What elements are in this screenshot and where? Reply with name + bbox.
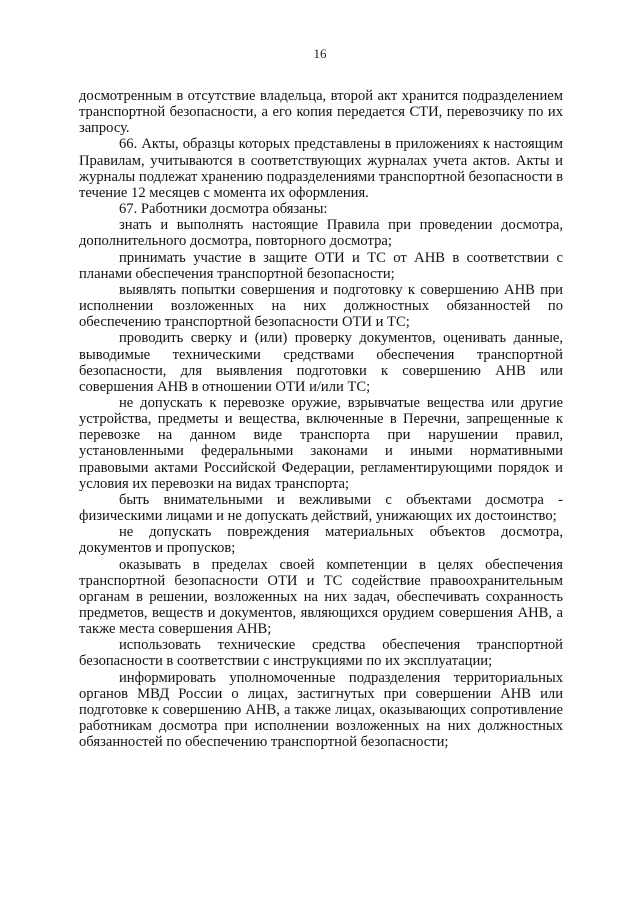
paragraph-continuation: досмотренным в отсутствие владельца, второй акт хранится подразделением транспортной безопасности, а его копия передается СТИ, перевозчику по их запросу. [79,88,563,137]
duty-use-technical-means: использовать технические средства обеспечения транспортной безопасности в соответствии с инструкциями по их эксплуатации; [79,637,563,670]
duty-assist-law-enforcement: оказывать в пределах своей компетенции в целях обеспечения транспортной безопасности ОТИ и ТС содействие правоохранительным органам в решении, возложенных на них задач, обеспечивать сохранность предметов, веществ и документов, являющихся орудием совершения АНВ, а также места совершения АНВ; [79,556,563,638]
page-number: 16 [313,46,327,61]
duty-check-documents: проводить сверку и (или) проверку документов, оценивать данные, выводимые техническими средствами обеспечения транспортной безопасности, для выявления подготовки к совершению АНВ или совершения АНВ в отношении ОТИ и/или ТС; [79,330,563,395]
paragraph-67-heading: 67. Работники досмотра обязаны: [119,201,328,218]
document-body [79,88,563,750]
duty-inform-mvd: информировать уполномоченные подразделения территориальных органов МВД России о лицах, застигнутых при совершении АНВ или подготовке к совершению АНВ, а также лицах, оказывающих сопротивление работникам досмотра при исполнении возложенных на них должностных обязанностей по обеспечению транспортной безопасности; [79,669,563,751]
duty-detect-attempts: выявлять попытки совершения и подготовку к совершению АНВ при исполнении возложенных на них должностных обязанностей по обеспечению транспортной безопасности ОТИ и ТС; [79,281,563,331]
duty-no-damage: не допускать повреждения материальных объектов досмотра, документов и пропусков; [79,524,563,557]
paragraph-66: 66. Акты, образцы которых представлены в приложениях к настоящим Правилам, учитываются в соответствующих журналах учета актов. Акты и журналы подлежат хранению подразделениями транспортной безопасности в течение 12 месяцев с момента их оформления. [79,136,563,201]
duty-participate-protection: принимать участие в защите ОТИ и ТС от АНВ в соответствии с планами обеспечения транспортной безопасности; [79,249,563,282]
duty-prevent-weapons: не допускать к перевозке оружие, взрывчатые вещества или другие устройства, предметы и вещества, включенные в Перечни, запрещенные к перевозке на данном виде транспорта при нарушении правил, установленными федеральными законами и иными нормативными правовыми актами Российской Федерации, регламентирующими порядок и условия их перевозки на видах транспорта; [79,394,563,492]
duty-be-polite: быть внимательными и вежливыми с объектами досмотра - физическими лицами и не допускать действий, унижающих их достоинство; [79,491,563,525]
duty-know-rules: знать и выполнять настоящие Правила при проведении досмотра, дополнительного досмотра, повторного досмотра; [79,217,563,250]
